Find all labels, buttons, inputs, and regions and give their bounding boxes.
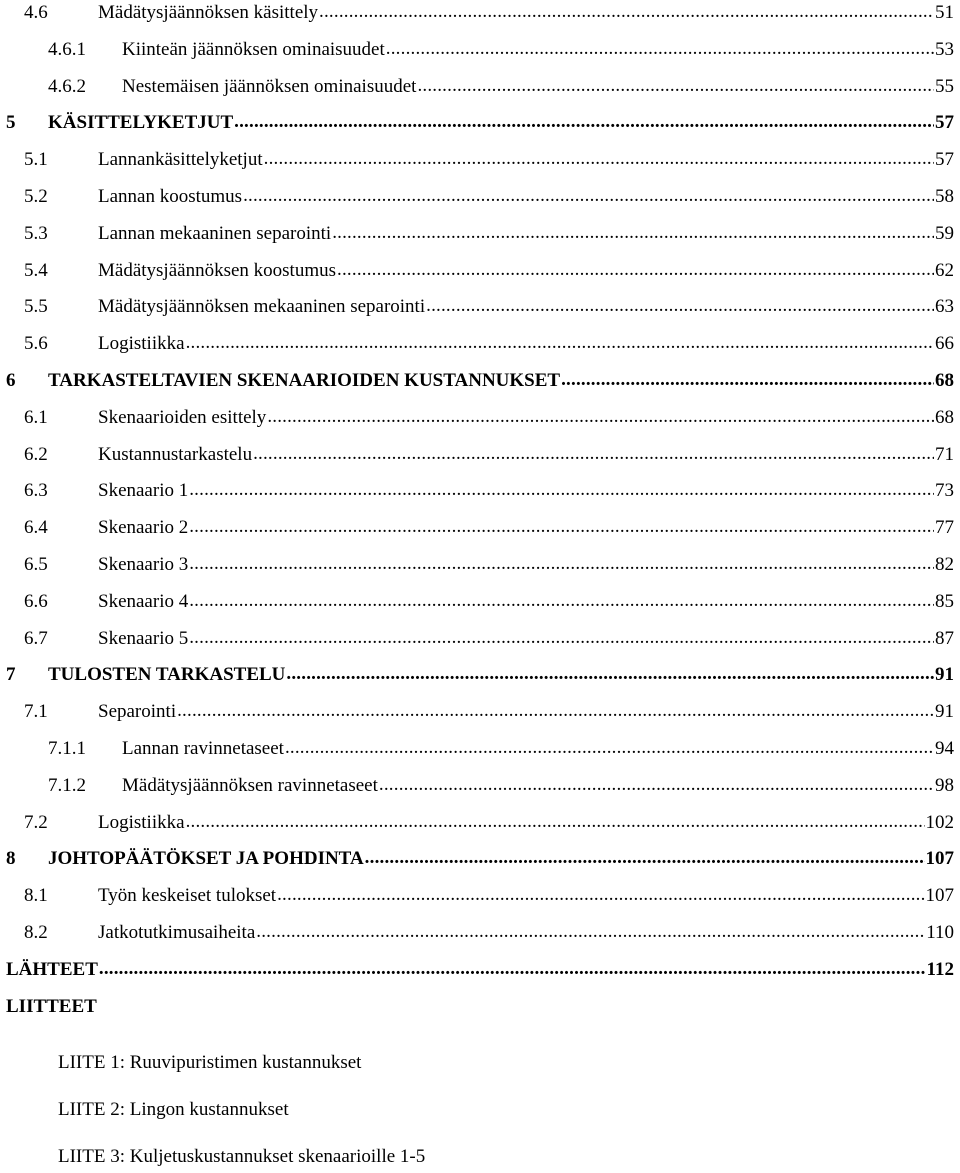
toc-entry-number: 6.6 xyxy=(24,590,48,612)
dot-leader xyxy=(337,255,934,285)
toc-entry-number: 8 xyxy=(6,848,16,870)
toc-entry-number: 5 xyxy=(6,112,16,134)
toc-entry[interactable] xyxy=(24,624,954,654)
toc-entry-page: 77 xyxy=(935,517,954,539)
toc-entry-page: 82 xyxy=(935,554,954,575)
toc-entry-page: 91 xyxy=(935,664,954,686)
toc-entry-title: Lannankäsittelyketjut xyxy=(98,149,263,171)
toc-entry-title: Skenaario 3 xyxy=(98,554,189,575)
toc-entry-title: KÄSITTELYKETJUT xyxy=(48,112,234,134)
toc-entry-title: Mädätysjäännöksen mekaaninen separointi xyxy=(98,296,426,318)
dot-leader xyxy=(561,365,934,395)
attachment-item[interactable]: LIITE 3: Kuljetuskustannukset skenaarioille 1-5 xyxy=(58,1146,426,1167)
toc-entry-number: 6.4 xyxy=(24,517,48,539)
dot-leader xyxy=(277,880,924,910)
toc-entry[interactable] xyxy=(48,72,954,102)
toc-entry-page: 66 xyxy=(935,333,954,355)
toc-entry[interactable] xyxy=(24,697,954,727)
toc-entry-page: 58 xyxy=(935,186,954,207)
toc-entry-number: 4.6.2 xyxy=(48,75,86,97)
toc-entry[interactable] xyxy=(24,440,954,470)
toc-entry-title: Logistiikka xyxy=(98,333,185,355)
dot-leader xyxy=(189,475,934,505)
dot-leader xyxy=(264,144,934,174)
toc-entry-number: 8.1 xyxy=(24,885,48,907)
toc-entry-title: Skenaario 4 xyxy=(98,590,189,612)
toc-entry[interactable] xyxy=(48,734,954,764)
toc-entry[interactable] xyxy=(24,550,954,580)
toc-entry-title: LÄHTEET xyxy=(6,958,98,980)
attachment-item[interactable]: LIITE 1: Ruuvipuristimen kustannukset xyxy=(58,1052,362,1073)
toc-entry-number: 8.2 xyxy=(24,922,48,943)
dot-leader xyxy=(256,917,925,947)
toc-entry[interactable] xyxy=(24,881,954,911)
toc-entry-page: 91 xyxy=(935,701,954,723)
toc-entry[interactable] xyxy=(24,918,954,948)
toc-entry-page: 51 xyxy=(935,2,954,23)
toc-entry[interactable] xyxy=(24,256,954,286)
toc-entry-number: 5.4 xyxy=(24,259,48,281)
toc-entry-number: 5.2 xyxy=(24,186,48,207)
toc-entry-title: Työn keskeiset tulokset xyxy=(98,885,277,907)
toc-entry-title: Jatkotutkimusaiheita xyxy=(98,922,256,943)
toc-entry[interactable] xyxy=(6,844,954,874)
toc-entry-number: 4.6.1 xyxy=(48,38,86,60)
toc-entry-page: 68 xyxy=(935,370,954,391)
toc-entry-number: 6.2 xyxy=(24,443,48,465)
toc-entry-number: 5.5 xyxy=(24,296,48,318)
toc-entry[interactable] xyxy=(24,145,954,175)
toc-entry-title: Nestemäisen jäännöksen ominaisuudet xyxy=(122,75,417,97)
dot-leader xyxy=(189,623,934,653)
toc-entry[interactable] xyxy=(24,0,954,28)
toc-entry-title: Kustannustarkastelu xyxy=(98,443,253,465)
toc-entry-number: 7 xyxy=(6,664,16,686)
dot-leader xyxy=(365,843,925,873)
toc-entry-number: 5.1 xyxy=(24,149,48,171)
toc-entry-page: 71 xyxy=(935,443,954,465)
toc-entry-page: 63 xyxy=(935,296,954,318)
toc-entry-page: 57 xyxy=(935,149,954,171)
toc-entry-page: 98 xyxy=(935,774,954,796)
dot-leader xyxy=(386,34,934,64)
toc-entry[interactable] xyxy=(24,182,954,212)
toc-entry-page: 57 xyxy=(935,112,954,134)
toc-entry[interactable] xyxy=(24,587,954,617)
toc-entry-number: 6 xyxy=(6,370,16,391)
toc-entry-title: Kiinteän jäännöksen ominaisuudet xyxy=(122,38,385,60)
toc-entry-page: 53 xyxy=(935,38,954,60)
toc-entry-number: 4.6 xyxy=(24,2,48,23)
dot-leader xyxy=(234,107,934,137)
toc-entry-page: 112 xyxy=(926,958,954,980)
toc-entry-number: 5.3 xyxy=(24,222,48,244)
toc-entry-title: Separointi xyxy=(98,701,177,723)
toc-entry-title: Skenaario 1 xyxy=(98,480,189,502)
toc-entry-number: 7.1 xyxy=(24,701,48,723)
toc-entry-page: 62 xyxy=(935,259,954,281)
dot-leader xyxy=(332,218,934,248)
dot-leader xyxy=(286,659,934,689)
toc-entry[interactable] xyxy=(6,108,954,138)
toc-entry[interactable] xyxy=(6,366,954,396)
toc-entry[interactable] xyxy=(6,660,954,690)
toc-entry-page: 68 xyxy=(935,406,954,428)
dot-leader xyxy=(285,733,934,763)
toc-entry[interactable] xyxy=(48,771,954,801)
toc-entry-page: 59 xyxy=(935,222,954,244)
dot-leader xyxy=(417,71,934,101)
dot-leader xyxy=(177,696,934,726)
toc-entry-title: Lannan ravinnetaseet xyxy=(122,738,284,759)
toc-entry-page: 102 xyxy=(925,811,954,833)
toc-entry[interactable] xyxy=(24,219,954,249)
toc-entry-title: Mädätysjäännöksen ravinnetaseet xyxy=(122,774,378,796)
attachment-item[interactable]: LIITE 2: Lingon kustannukset xyxy=(58,1099,289,1120)
toc-entry-number: 7.1.2 xyxy=(48,774,86,796)
toc-entry-title: LIITTEET xyxy=(6,995,97,1017)
toc-entry[interactable] xyxy=(24,292,954,322)
dot-leader xyxy=(186,807,925,837)
toc-entry-title: Mädätysjäännöksen käsittely xyxy=(98,2,319,23)
toc-entry-title: Skenaarioiden esittely xyxy=(98,406,267,428)
dot-leader xyxy=(243,181,934,211)
toc-entry-title: TULOSTEN TARKASTELU xyxy=(48,664,286,686)
toc-entry-page: 85 xyxy=(935,590,954,612)
toc-entry[interactable] xyxy=(6,955,954,985)
dot-leader xyxy=(267,402,934,432)
attachments-heading xyxy=(6,992,97,1022)
toc-entry-title: Logistiikka xyxy=(98,811,185,833)
toc-entry[interactable] xyxy=(24,403,954,433)
toc-entry-page: 94 xyxy=(935,738,954,759)
toc-entry-number: 6.5 xyxy=(24,554,48,575)
toc-entry[interactable] xyxy=(24,329,954,359)
toc-entry-title: TARKASTELTAVIEN SKENAARIOIDEN KUSTANNUKSET xyxy=(48,370,561,391)
toc-entry-number: 6.3 xyxy=(24,480,48,502)
dot-leader xyxy=(99,954,926,984)
dot-leader xyxy=(253,439,934,469)
toc-entry-number: 5.6 xyxy=(24,333,48,355)
dot-leader xyxy=(189,512,934,542)
toc-entry-number: 6.1 xyxy=(24,406,48,428)
toc-entry-title: Skenaario 2 xyxy=(98,517,189,539)
toc-entry[interactable] xyxy=(24,476,954,506)
toc-entry-title: Mädätysjäännöksen koostumus xyxy=(98,259,337,281)
toc-entry-title: Skenaario 5 xyxy=(98,627,189,649)
toc-entry-page: 55 xyxy=(935,75,954,97)
toc-entry-number: 7.2 xyxy=(24,811,48,833)
toc-entry-title: JOHTOPÄÄTÖKSET JA POHDINTA xyxy=(48,848,364,870)
toc-entry-page: 107 xyxy=(925,885,954,907)
toc-entry-number: 7.1.1 xyxy=(48,738,86,759)
dot-leader xyxy=(426,291,934,321)
toc-entry-title: Lannan koostumus xyxy=(98,186,243,207)
toc-entry-number: 6.7 xyxy=(24,627,48,649)
dot-leader xyxy=(319,0,934,27)
dot-leader xyxy=(189,586,934,616)
toc-entry-page: 73 xyxy=(935,480,954,502)
toc-entry-page: 110 xyxy=(926,922,954,943)
toc-entry[interactable] xyxy=(24,808,954,838)
toc-entry[interactable] xyxy=(24,513,954,543)
dot-leader xyxy=(379,770,934,800)
toc-entry-page: 87 xyxy=(935,627,954,649)
toc-entry-title: Lannan mekaaninen separointi xyxy=(98,222,332,244)
toc-entry[interactable] xyxy=(48,35,954,65)
toc-entry-page: 107 xyxy=(925,848,954,870)
dot-leader xyxy=(189,549,934,579)
dot-leader xyxy=(186,328,934,358)
